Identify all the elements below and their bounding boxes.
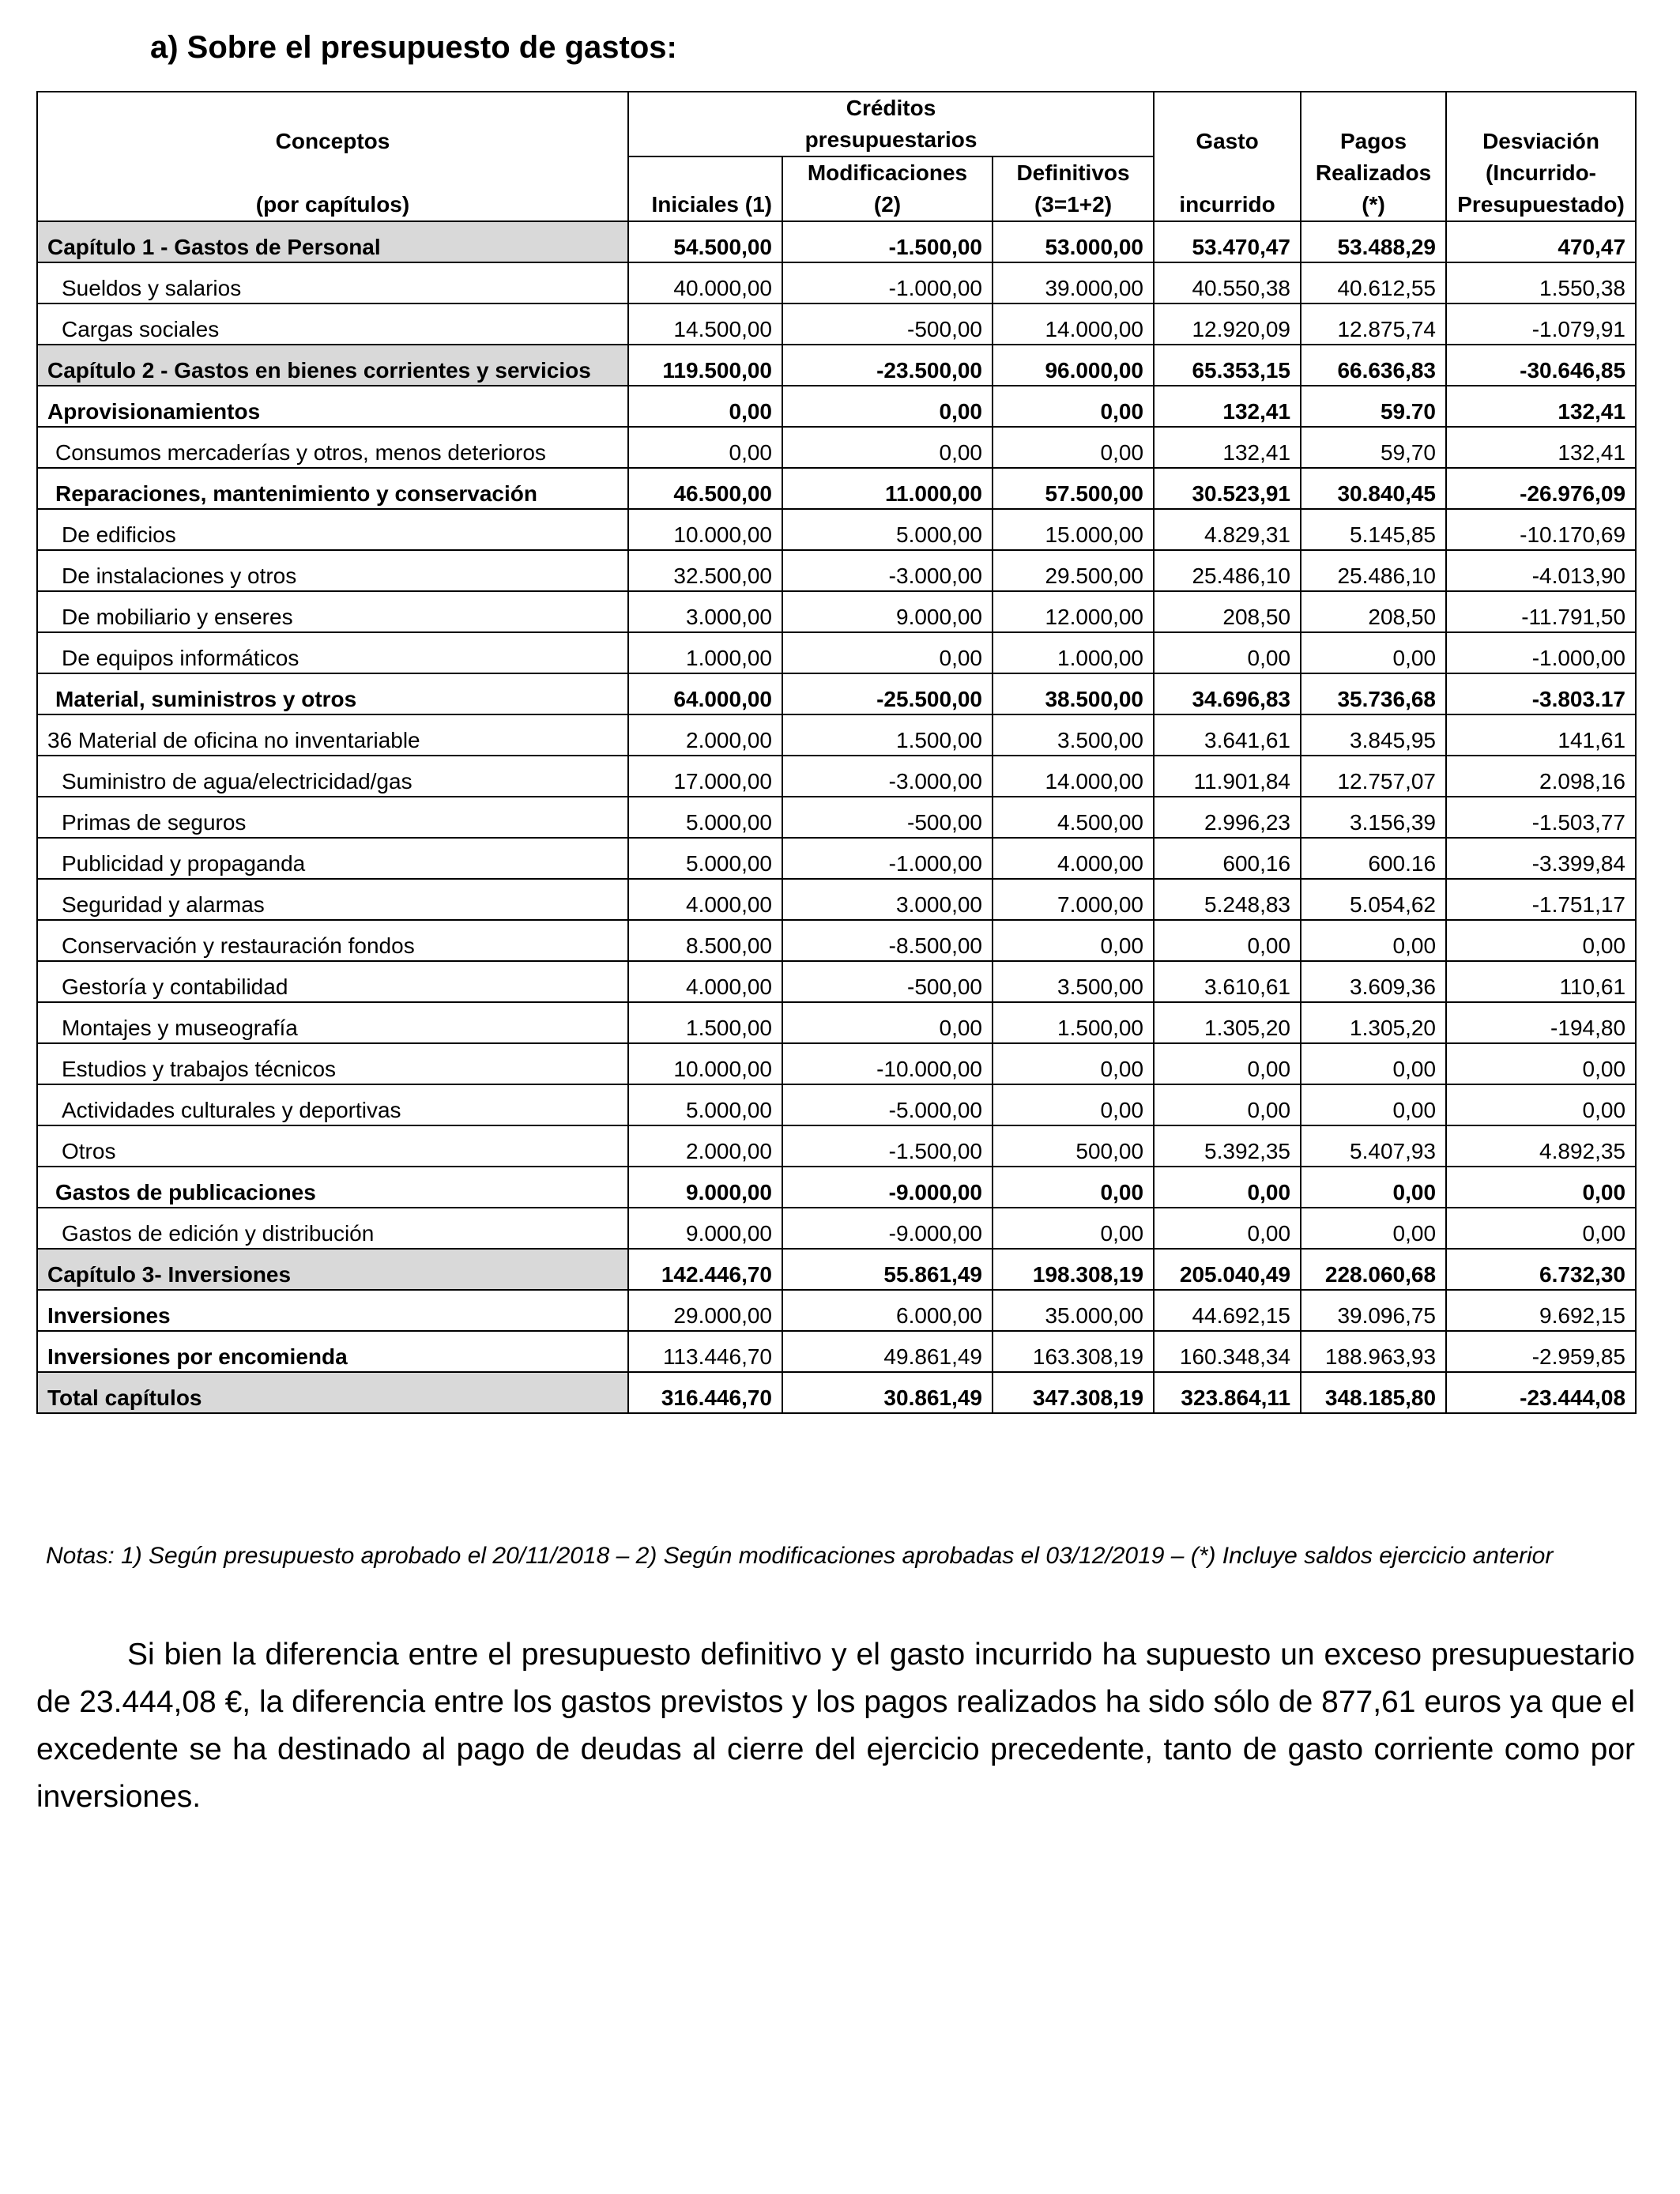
cell-gasto: 600,16 (1154, 838, 1301, 879)
cell-gasto: 5.248,83 (1154, 879, 1301, 920)
cell-definitivos: 347.308,19 (993, 1372, 1154, 1413)
row-label: Gastos de publicaciones (37, 1167, 628, 1208)
header-definitivos-num: (3=1+2) (1034, 192, 1113, 217)
cell-desviacion: -4.013,90 (1446, 550, 1636, 591)
cell-pagos: 348.185,80 (1301, 1372, 1446, 1413)
row-label: 36 Material de oficina no inventariable (37, 714, 628, 756)
cell-definitivos: 1.500,00 (993, 1002, 1154, 1043)
cell-iniciales: 14.500,00 (628, 303, 782, 345)
cell-pagos: 5.054,62 (1301, 879, 1446, 920)
table-row (37, 714, 1636, 756)
header-incurrido: incurrido (1179, 192, 1275, 217)
table-row (37, 221, 1636, 262)
cell-pagos: 12.757,07 (1301, 756, 1446, 797)
cell-modificaciones: 0,00 (782, 1002, 993, 1043)
table-row (37, 920, 1636, 961)
cell-modificaciones: -25.500,00 (782, 673, 993, 714)
row-label: Estudios y trabajos técnicos (37, 1043, 628, 1084)
header-iniciales: Iniciales (1) (628, 156, 782, 221)
cell-desviacion: 132,41 (1446, 386, 1636, 427)
row-label: Primas de seguros (37, 797, 628, 838)
cell-gasto: 4.829,31 (1154, 509, 1301, 550)
cell-definitivos: 12.000,00 (993, 591, 1154, 632)
cell-desviacion: 0,00 (1446, 920, 1636, 961)
cell-gasto: 44.692,15 (1154, 1290, 1301, 1331)
cell-pagos: 0,00 (1301, 632, 1446, 673)
cell-modificaciones: -1.000,00 (782, 262, 993, 303)
table-row (37, 797, 1636, 838)
table-row (37, 1002, 1636, 1043)
table-row (37, 550, 1636, 591)
cell-iniciales: 3.000,00 (628, 591, 782, 632)
table-row (37, 591, 1636, 632)
cell-modificaciones: 55.861,49 (782, 1249, 993, 1290)
cell-desviacion: 470,47 (1446, 221, 1636, 262)
row-label: Publicidad y propaganda (37, 838, 628, 879)
header-creditos (628, 92, 1154, 156)
row-label: Montajes y museografía (37, 1002, 628, 1043)
cell-desviacion: 9.692,15 (1446, 1290, 1636, 1331)
row-label: Gastos de edición y distribución (37, 1208, 628, 1249)
cell-pagos: 3.156,39 (1301, 797, 1446, 838)
cell-definitivos: 14.000,00 (993, 756, 1154, 797)
cell-modificaciones: -3.000,00 (782, 756, 993, 797)
header-definitivos-label: Definitivos (1016, 160, 1130, 185)
row-label: Reparaciones, mantenimiento y conservación (37, 468, 628, 509)
row-label: Capítulo 1 - Gastos de Personal (37, 221, 628, 262)
cell-definitivos: 0,00 (993, 1084, 1154, 1125)
cell-definitivos: 3.500,00 (993, 961, 1154, 1002)
cell-gasto: 0,00 (1154, 920, 1301, 961)
cell-definitivos: 7.000,00 (993, 879, 1154, 920)
cell-pagos: 188.963,93 (1301, 1331, 1446, 1372)
row-label: Gestoría y contabilidad (37, 961, 628, 1002)
cell-pagos: 40.612,55 (1301, 262, 1446, 303)
cell-modificaciones: -1.500,00 (782, 1125, 993, 1167)
cell-iniciales: 40.000,00 (628, 262, 782, 303)
cell-pagos: 5.407,93 (1301, 1125, 1446, 1167)
table-row (37, 509, 1636, 550)
cell-pagos: 0,00 (1301, 1167, 1446, 1208)
cell-iniciales: 9.000,00 (628, 1167, 782, 1208)
cell-desviacion: -3.803.17 (1446, 673, 1636, 714)
cell-pagos: 35.736,68 (1301, 673, 1446, 714)
cell-gasto: 132,41 (1154, 427, 1301, 468)
cell-gasto: 0,00 (1154, 1043, 1301, 1084)
cell-iniciales: 10.000,00 (628, 509, 782, 550)
cell-definitivos: 0,00 (993, 1167, 1154, 1208)
cell-desviacion: -1.751,17 (1446, 879, 1636, 920)
cell-modificaciones: 30.861,49 (782, 1372, 993, 1413)
table-row (37, 303, 1636, 345)
cell-pagos: 600.16 (1301, 838, 1446, 879)
table-row (37, 673, 1636, 714)
cell-desviacion: -23.444,08 (1446, 1372, 1636, 1413)
header-creditos-label: Créditos (846, 96, 936, 120)
table-row (37, 1290, 1636, 1331)
cell-desviacion: 2.098,16 (1446, 756, 1636, 797)
cell-iniciales: 1.500,00 (628, 1002, 782, 1043)
cell-modificaciones: -500,00 (782, 303, 993, 345)
row-label: Aprovisionamientos (37, 386, 628, 427)
cell-modificaciones: 6.000,00 (782, 1290, 993, 1331)
row-label: Material, suministros y otros (37, 673, 628, 714)
row-label: De edificios (37, 509, 628, 550)
cell-gasto: 34.696,83 (1154, 673, 1301, 714)
table-row (37, 1084, 1636, 1125)
table-row (37, 1043, 1636, 1084)
cell-modificaciones: -3.000,00 (782, 550, 993, 591)
cell-iniciales: 142.446,70 (628, 1249, 782, 1290)
row-label: Actividades culturales y deportivas (37, 1084, 628, 1125)
header-modificaciones-label: Modificaciones (807, 160, 968, 185)
table-notes: Notas: 1) Según presupuesto aprobado el 20/11/2018 – 2) Según modificaciones aprobadas el 03/12/2019 – (*) Incluye saldos ejercicio anterior (46, 1543, 1554, 1569)
cell-iniciales: 17.000,00 (628, 756, 782, 797)
cell-iniciales: 29.000,00 (628, 1290, 782, 1331)
cell-modificaciones: -500,00 (782, 961, 993, 1002)
cell-modificaciones: 5.000,00 (782, 509, 993, 550)
cell-definitivos: 39.000,00 (993, 262, 1154, 303)
header-por-capitulos: (por capítulos) (255, 192, 410, 217)
cell-pagos: 39.096,75 (1301, 1290, 1446, 1331)
cell-definitivos: 0,00 (993, 1208, 1154, 1249)
cell-modificaciones: -500,00 (782, 797, 993, 838)
row-label: Capítulo 3- Inversiones (37, 1249, 628, 1290)
cell-modificaciones: 0,00 (782, 386, 993, 427)
header-realizados: Realizados (1315, 160, 1432, 185)
cell-iniciales: 54.500,00 (628, 221, 782, 262)
cell-iniciales: 0,00 (628, 386, 782, 427)
row-label: Cargas sociales (37, 303, 628, 345)
header-conceptos (37, 92, 628, 221)
row-label: Suministro de agua/electricidad/gas (37, 756, 628, 797)
cell-modificaciones: -9.000,00 (782, 1208, 993, 1249)
table-row (37, 1167, 1636, 1208)
cell-pagos: 25.486,10 (1301, 550, 1446, 591)
cell-definitivos: 0,00 (993, 920, 1154, 961)
cell-definitivos: 38.500,00 (993, 673, 1154, 714)
cell-pagos: 30.840,45 (1301, 468, 1446, 509)
header-pagos-label: Pagos (1340, 129, 1407, 153)
table-row (37, 468, 1636, 509)
cell-gasto: 65.353,15 (1154, 345, 1301, 386)
cell-desviacion: -194,80 (1446, 1002, 1636, 1043)
cell-pagos: 5.145,85 (1301, 509, 1446, 550)
cell-iniciales: 0,00 (628, 427, 782, 468)
row-label: Capítulo 2 - Gastos en bienes corrientes y servicios (37, 345, 628, 386)
cell-gasto: 0,00 (1154, 632, 1301, 673)
header-pagos-note: (*) (1362, 192, 1385, 217)
cell-gasto: 12.920,09 (1154, 303, 1301, 345)
cell-gasto: 160.348,34 (1154, 1331, 1301, 1372)
cell-desviacion: -3.399,84 (1446, 838, 1636, 879)
cell-iniciales: 5.000,00 (628, 797, 782, 838)
cell-definitivos: 53.000,00 (993, 221, 1154, 262)
cell-pagos: 0,00 (1301, 1043, 1446, 1084)
row-label: Consumos mercaderías y otros, menos deterioros (37, 427, 628, 468)
cell-iniciales: 316.446,70 (628, 1372, 782, 1413)
cell-desviacion: 6.732,30 (1446, 1249, 1636, 1290)
table-row (37, 756, 1636, 797)
cell-modificaciones: 9.000,00 (782, 591, 993, 632)
row-label: De equipos informáticos (37, 632, 628, 673)
table-row (37, 262, 1636, 303)
cell-pagos: 59,70 (1301, 427, 1446, 468)
cell-gasto: 0,00 (1154, 1208, 1301, 1249)
row-label: Total capítulos (37, 1372, 628, 1413)
cell-definitivos: 198.308,19 (993, 1249, 1154, 1290)
cell-definitivos: 4.500,00 (993, 797, 1154, 838)
row-label: Conservación y restauración fondos (37, 920, 628, 961)
table-row (37, 386, 1636, 427)
cell-desviacion: -1.079,91 (1446, 303, 1636, 345)
cell-modificaciones: 11.000,00 (782, 468, 993, 509)
cell-iniciales: 2.000,00 (628, 1125, 782, 1167)
cell-gasto: 30.523,91 (1154, 468, 1301, 509)
cell-iniciales: 5.000,00 (628, 1084, 782, 1125)
cell-iniciales: 119.500,00 (628, 345, 782, 386)
cell-iniciales: 32.500,00 (628, 550, 782, 591)
cell-iniciales: 4.000,00 (628, 879, 782, 920)
header-gasto-label: Gasto (1196, 129, 1259, 153)
cell-modificaciones: -1.000,00 (782, 838, 993, 879)
header-pagos (1301, 92, 1446, 221)
cell-pagos: 12.875,74 (1301, 303, 1446, 345)
cell-desviacion: 132,41 (1446, 427, 1636, 468)
cell-definitivos: 4.000,00 (993, 838, 1154, 879)
table-row (37, 427, 1636, 468)
table-row (37, 345, 1636, 386)
cell-gasto: 205.040,49 (1154, 1249, 1301, 1290)
cell-desviacion: 141,61 (1446, 714, 1636, 756)
cell-definitivos: 29.500,00 (993, 550, 1154, 591)
cell-pagos: 59.70 (1301, 386, 1446, 427)
table-row (37, 1249, 1636, 1290)
cell-pagos: 3.609,36 (1301, 961, 1446, 1002)
cell-pagos: 0,00 (1301, 920, 1446, 961)
cell-definitivos: 0,00 (993, 1043, 1154, 1084)
table-row (37, 1208, 1636, 1249)
table-row (37, 838, 1636, 879)
cell-desviacion: 4.892,35 (1446, 1125, 1636, 1167)
cell-iniciales: 4.000,00 (628, 961, 782, 1002)
table-body (37, 221, 1636, 1413)
row-label: Otros (37, 1125, 628, 1167)
cell-iniciales: 9.000,00 (628, 1208, 782, 1249)
cell-pagos: 208,50 (1301, 591, 1446, 632)
cell-definitivos: 15.000,00 (993, 509, 1154, 550)
summary-paragraph: Si bien la diferencia entre el presupuesto definitivo y el gasto incurrido ha supuesto un exceso presupuestario de 23.444,08 €, la diferencia entre los gastos previstos y los pagos realizados ha sido sólo de 877,61 euros ya que el excedente se ha destinado al pago de deudas al cierre del ejercicio precedente, tanto de gasto corriente como por inversiones. (36, 1638, 1635, 1814)
cell-desviacion: 0,00 (1446, 1084, 1636, 1125)
cell-desviacion: -30.646,85 (1446, 345, 1636, 386)
cell-desviacion: 0,00 (1446, 1167, 1636, 1208)
header-definitivos (993, 156, 1154, 221)
cell-definitivos: 163.308,19 (993, 1331, 1154, 1372)
cell-gasto: 323.864,11 (1154, 1372, 1301, 1413)
cell-iniciales: 113.446,70 (628, 1331, 782, 1372)
cell-desviacion: 110,61 (1446, 961, 1636, 1002)
cell-gasto: 3.641,61 (1154, 714, 1301, 756)
header-conceptos-label: Conceptos (275, 129, 390, 153)
header-desviacion (1446, 92, 1636, 221)
cell-gasto: 11.901,84 (1154, 756, 1301, 797)
row-label: De mobiliario y enseres (37, 591, 628, 632)
header-desviacion-label: Desviación (1482, 129, 1599, 153)
cell-definitivos: 96.000,00 (993, 345, 1154, 386)
cell-gasto: 5.392,35 (1154, 1125, 1301, 1167)
cell-definitivos: 1.000,00 (993, 632, 1154, 673)
cell-gasto: 208,50 (1154, 591, 1301, 632)
table-row (37, 879, 1636, 920)
cell-desviacion: -26.976,09 (1446, 468, 1636, 509)
header-modificaciones (782, 156, 993, 221)
cell-definitivos: 14.000,00 (993, 303, 1154, 345)
cell-pagos: 228.060,68 (1301, 1249, 1446, 1290)
cell-desviacion: 0,00 (1446, 1043, 1636, 1084)
cell-gasto: 132,41 (1154, 386, 1301, 427)
cell-modificaciones: 49.861,49 (782, 1331, 993, 1372)
header-modificaciones-num: (2) (873, 192, 902, 217)
cell-desviacion: -1.503,77 (1446, 797, 1636, 838)
table-row (37, 1372, 1636, 1413)
cell-gasto: 0,00 (1154, 1084, 1301, 1125)
cell-iniciales: 46.500,00 (628, 468, 782, 509)
cell-definitivos: 0,00 (993, 427, 1154, 468)
header-desviacion-sub2: Presupuestado) (1457, 192, 1625, 217)
table-row (37, 1125, 1636, 1167)
row-label: Seguridad y alarmas (37, 879, 628, 920)
cell-definitivos: 500,00 (993, 1125, 1154, 1167)
cell-definitivos: 57.500,00 (993, 468, 1154, 509)
cell-pagos: 1.305,20 (1301, 1002, 1446, 1043)
header-desviacion-sub1: (Incurrido- (1486, 160, 1597, 185)
expense-budget-table (36, 91, 1637, 1414)
cell-gasto: 3.610,61 (1154, 961, 1301, 1002)
cell-gasto: 1.305,20 (1154, 1002, 1301, 1043)
cell-modificaciones: -9.000,00 (782, 1167, 993, 1208)
header-presupuestarios: presupuestarios (804, 127, 977, 152)
header-gasto (1154, 92, 1301, 221)
cell-desviacion: -10.170,69 (1446, 509, 1636, 550)
cell-modificaciones: -5.000,00 (782, 1084, 993, 1125)
cell-modificaciones: -10.000,00 (782, 1043, 993, 1084)
cell-pagos: 0,00 (1301, 1084, 1446, 1125)
cell-modificaciones: 0,00 (782, 427, 993, 468)
cell-pagos: 53.488,29 (1301, 221, 1446, 262)
cell-gasto: 25.486,10 (1154, 550, 1301, 591)
row-label: Sueldos y salarios (37, 262, 628, 303)
cell-modificaciones: -8.500,00 (782, 920, 993, 961)
cell-modificaciones: 3.000,00 (782, 879, 993, 920)
cell-gasto: 2.996,23 (1154, 797, 1301, 838)
cell-definitivos: 3.500,00 (993, 714, 1154, 756)
cell-definitivos: 0,00 (993, 386, 1154, 427)
cell-iniciales: 5.000,00 (628, 838, 782, 879)
row-label: De instalaciones y otros (37, 550, 628, 591)
cell-desviacion: -2.959,85 (1446, 1331, 1636, 1372)
cell-modificaciones: -1.500,00 (782, 221, 993, 262)
cell-gasto: 53.470,47 (1154, 221, 1301, 262)
section-heading: a) Sobre el presupuesto de gastos: (150, 30, 677, 65)
cell-iniciales: 10.000,00 (628, 1043, 782, 1084)
cell-iniciales: 8.500,00 (628, 920, 782, 961)
table-row (37, 961, 1636, 1002)
cell-desviacion: -11.791,50 (1446, 591, 1636, 632)
cell-gasto: 0,00 (1154, 1167, 1301, 1208)
cell-modificaciones: 0,00 (782, 632, 993, 673)
row-label: Inversiones (37, 1290, 628, 1331)
cell-pagos: 0,00 (1301, 1208, 1446, 1249)
cell-desviacion: 1.550,38 (1446, 262, 1636, 303)
cell-iniciales: 1.000,00 (628, 632, 782, 673)
table-row (37, 1331, 1636, 1372)
cell-modificaciones: 1.500,00 (782, 714, 993, 756)
cell-gasto: 40.550,38 (1154, 262, 1301, 303)
cell-modificaciones: -23.500,00 (782, 345, 993, 386)
cell-iniciales: 2.000,00 (628, 714, 782, 756)
cell-pagos: 66.636,83 (1301, 345, 1446, 386)
row-label: Inversiones por encomienda (37, 1331, 628, 1372)
cell-desviacion: 0,00 (1446, 1208, 1636, 1249)
cell-pagos: 3.845,95 (1301, 714, 1446, 756)
cell-definitivos: 35.000,00 (993, 1290, 1154, 1331)
cell-iniciales: 64.000,00 (628, 673, 782, 714)
table-row (37, 632, 1636, 673)
cell-desviacion: -1.000,00 (1446, 632, 1636, 673)
